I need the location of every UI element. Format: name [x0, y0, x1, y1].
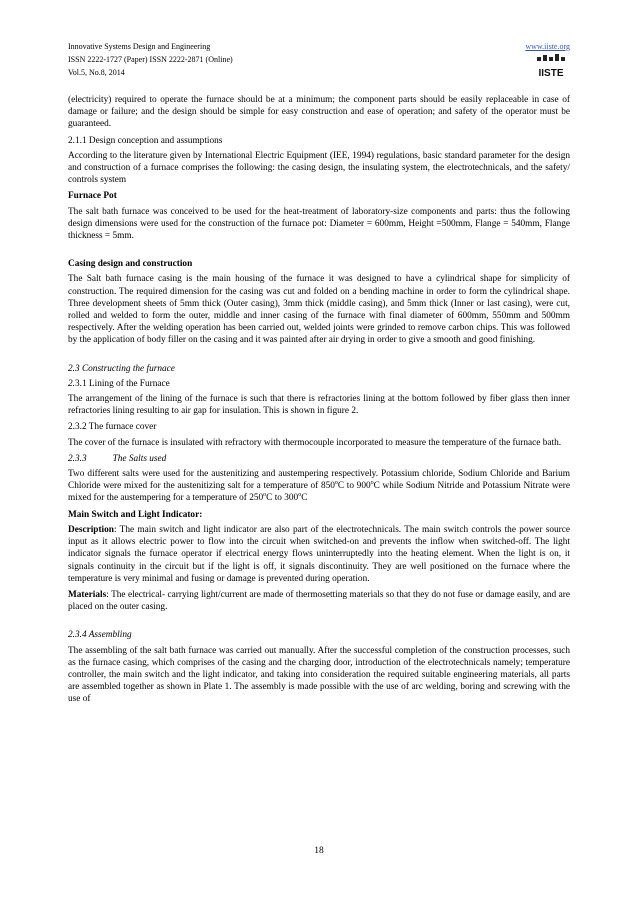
salts-text-5: C: [301, 493, 308, 504]
heading-casing-design: Casing design and construction: [68, 259, 193, 270]
paragraph-assembling: The assembling of the salt bath furnace was carried out manually. After the successful completion of the construction processes, such as the furnace casing, which comprises of the casing and the charging door, introduction of the electrotechnicals namely; temperature controller, the main switch and the light indicator, and taking into consideration the required suitable engineering materials, all parts are assembled together as shown in Plate 1. The assembly is made possible with the use of arc welding, boring and screwing with the use of: [68, 645, 570, 705]
page-number: 18: [314, 846, 324, 856]
degree-sign: o: [263, 492, 267, 499]
materials-text: : The electrical- carrying light/current are made of thermosetting materials so that they do not fuse or damage easily, and are placed on the outer casing.: [68, 589, 570, 613]
materials-label: Materials: [68, 589, 107, 600]
section-2-1-1-title: 2.1.1 Design conception and assumptions: [68, 135, 223, 146]
section-2-3-title: 2.3 Constructing the furnace: [68, 363, 175, 374]
degree-sign: o: [370, 480, 374, 487]
paragraph-furnace-pot: The salt bath furnace was conceived to be used for the heat-treatment of laboratory-size components and parts: thus the following design dimensions were used for the construction of the furnace pot: Diameter = 600mm, Height =500mm, Flange = 540mm, Flange thickness = 5mm.: [68, 206, 570, 242]
paragraph-description: [68, 524, 570, 585]
iiste-logo: [536, 54, 566, 80]
section-2-3-4-title: 2.3.4 Assembling: [68, 630, 132, 641]
paragraph-iee-parameters: According to the literature given by International Electric Equipment (IEE, 1994) regulations, basic standard parameter for the design and construction of a furnace comprises the following: the casing design, the insulating system, the electrotechnicals, and the safety/ controls system: [68, 150, 570, 186]
section-2-3-3-title: [68, 453, 570, 465]
paragraph-casing-design: The Salt bath furnace casing is the main housing of the furnace it was designed to have a cylindrical shape for simplicity of construction. The required dimension for the casing was cut and folded on a bending machine in order to form the cylindrical shape. Three development sheets of 5mm thick (Outer casing), 3mm thick (middle casing), and 5mm thick (Inner or last casing), were cut, rolled and welded to form the outer, middle and inner casing of the furnace with final diameter of 600mm, 550mm and 500mm respectively. After the welding operation has been carried out, welded joints were grinded to remove carbon chips. This was followed by the application of body filler on the casing and it was painted after air drying in order to give a smooth and good finishing.: [68, 274, 570, 346]
spacer: [68, 351, 570, 363]
section-2-3-1-number: 2.: [68, 378, 75, 389]
page-header: [68, 40, 570, 82]
heading-main-switch: Main Switch and Light Indicator:: [68, 509, 203, 520]
section-2-3-3-number: 2.3.3: [68, 453, 87, 464]
spacer: [68, 617, 570, 629]
salts-text-2: C to 900: [337, 481, 371, 492]
salts-text-1: Two different salts were used for the austenitizing and austempering respectively. Potassium chloride, Sodium Chloride and Barium Chloride were mixed for the austenitizing salt for a temperature of 850: [68, 469, 570, 492]
section-2-3-1-text: 3.1 Lining of the Furnace: [74, 378, 170, 389]
logo-text: IISTE: [538, 68, 564, 79]
journal-title: Innovative Systems Design and Engineering: [68, 42, 211, 51]
section-2-3-3-text: The Salts used: [112, 453, 167, 464]
salts-text-4: C to 300: [266, 493, 299, 504]
journal-url-link[interactable]: www.iiste.org: [525, 42, 570, 51]
journal-info: [68, 40, 570, 79]
section-2-3-1-title: [68, 378, 570, 390]
paragraph-materials: [68, 589, 570, 613]
paragraph-salts-used: [68, 468, 570, 505]
page-body: [68, 94, 570, 710]
degree-sign: o: [298, 492, 302, 499]
paragraph-lining: The arrangement of the lining of the furnace is such that there is refractories lining at the bottom followed by fiber glass then inner refractories lining resulting to air gap for insulation. This is shown in figure 2.: [68, 394, 570, 417]
degree-sign: o: [334, 480, 338, 487]
section-2-3-2-title: 2.3.2 The furnace cover: [68, 422, 157, 433]
journal-url: [525, 40, 570, 53]
journal-issn: ISSN 2222-1727 (Paper) ISSN 2222-2871 (Online): [68, 55, 233, 64]
paragraph-furnace-cover: The cover of the furnace is insulated with refractory with thermocouple incorporated to measure the temperature of the furnace bath.: [68, 437, 562, 448]
spacer: [68, 246, 570, 258]
description-text: : The main switch and light indicator are also part of the electrotechnicals. The main switch controls the power source input as it allows electric power to flow into the circuit when switched-on and prevents the inflow when switched-off. The light indicator signals the furnace operator if electrical energy flows uninterruptedly into the heating element. When the light is on, it signals continuity in the circuit but if the light is off, it signals discontinuity. They are well positioned on the furnace where the temperature is very minimal and fusing or damage is prevented during operation.: [68, 524, 570, 584]
salts-text-3: C while Sodium Nitride and Potassium Nitrate were mixed for the austempering for a temperature of 250: [68, 481, 570, 504]
journal-volume: Vol.5, No.8, 2014: [68, 68, 125, 77]
heading-furnace-pot: Furnace Pot: [68, 191, 117, 202]
paragraph-safety: (electricity) required to operate the furnace should be at a minimum; the component parts should be easily replaceable in case of damage or failure; and the design should be simple for easy construction and ease of operation; and safety of the operator must be guaranteed.: [68, 95, 570, 130]
description-label: Description: [68, 524, 114, 535]
